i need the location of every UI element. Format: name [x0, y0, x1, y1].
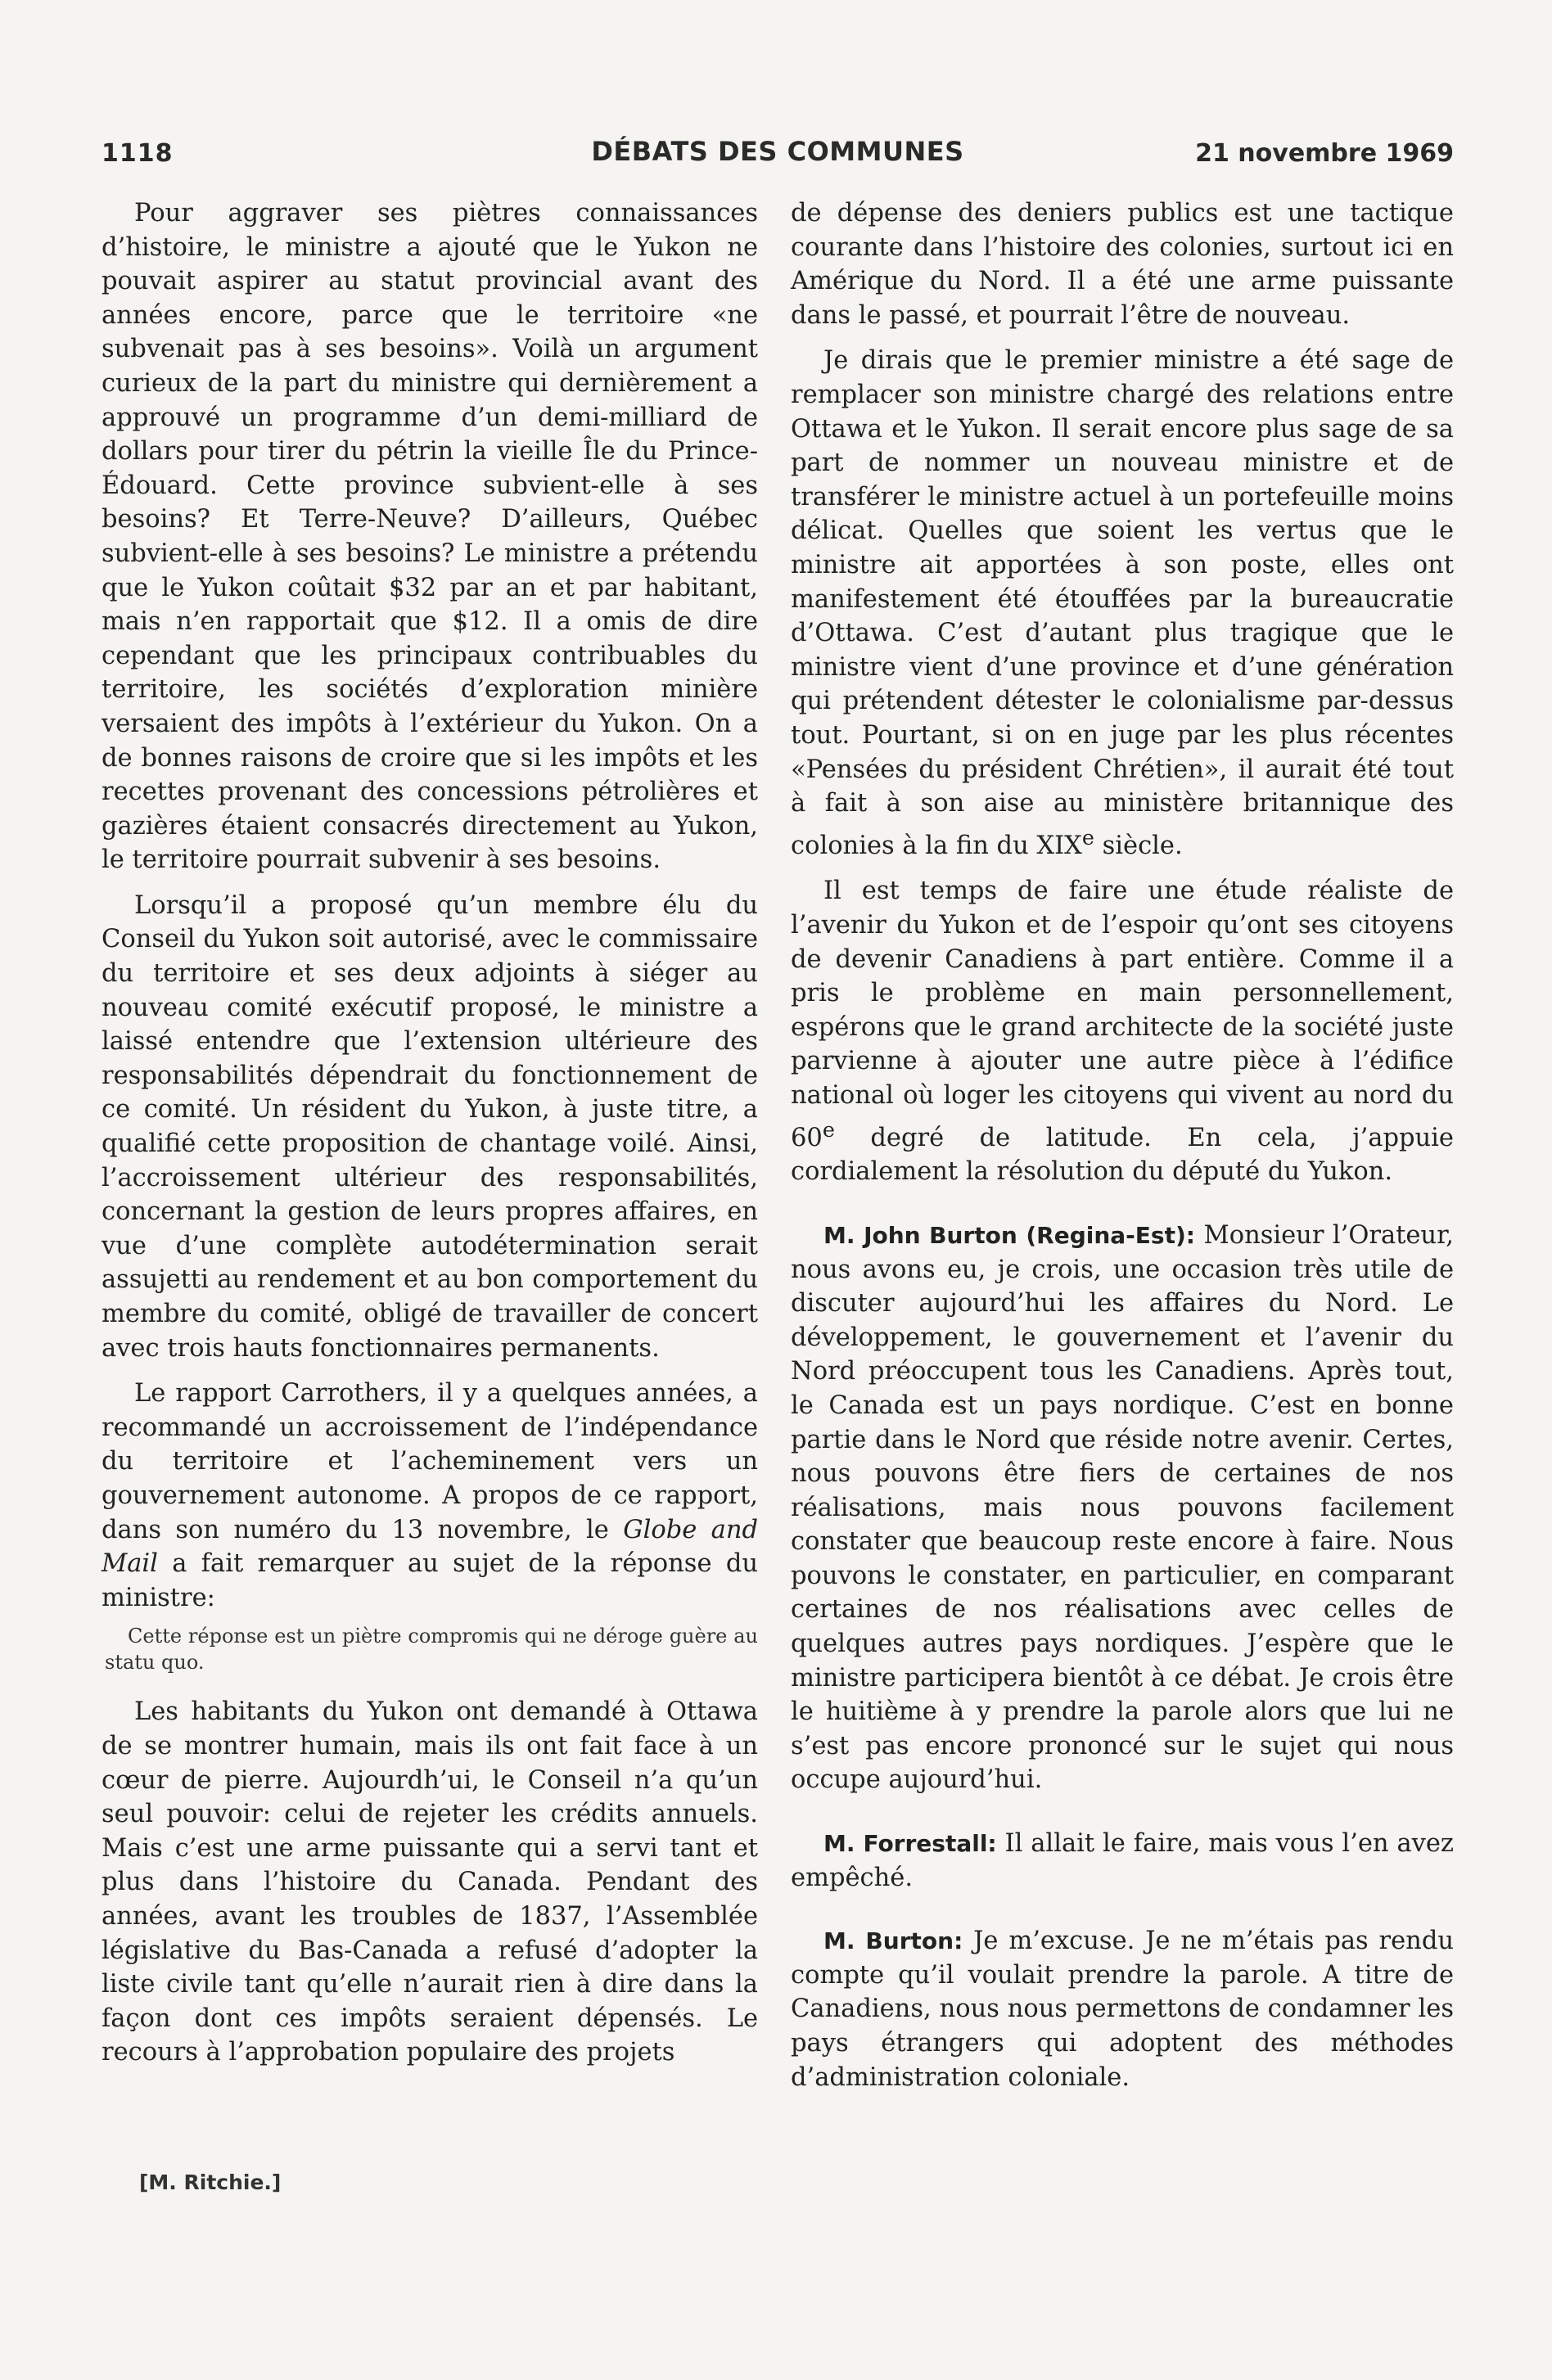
speech-paragraph	[791, 1219, 1454, 1797]
paragraph	[102, 1377, 758, 1615]
paragraph: de dépense des deniers publics est une tactique courante dans l’histoire des colonies, surtout ici en Amérique du Nord. Il a été une arme puissante dans le passé, et pourrait l’être de nouveau.	[791, 199, 1454, 330]
paragraph-text: a fait remarquer au sujet de la réponse du ministre:	[102, 1549, 758, 1612]
speech-text: Monsieur l’Orateur, nous avons eu, je crois, une occasion très utile de discuter aujourd’hui les affaires du Nord. Le développement, le gouvernement et l’avenir du Nord préoccupent tous les Canadiens. Après tout, le Canada est un pays nordique. C’est en bonne partie dans le Nord que réside notre avenir. Certes, nous pouvons être fiers de certaines de nos réalisations, mais nous pouvons facilement constater que beaucoup reste encore à faire. Nous pouvons le constater, en particulier, en comparant certaines de nos réalisations avec celles de quelques autres pays nordiques. J’espère que le ministre participera bientôt à ce débat. Je crois être le huitième à y prendre la parole alors que lui ne s’est pas encore prononcé sur le sujet qui nous occupe aujourd’hui.	[791, 1220, 1454, 1795]
paragraph	[791, 874, 1454, 1189]
speech-text: Il allait le faire, mais vous l’en avez empêché.	[791, 1829, 1455, 1892]
superscript: e	[822, 1116, 835, 1142]
speech-paragraph	[791, 1827, 1454, 1895]
block-quote: Cette réponse est un piètre compromis qui ne déroge guère au statu quo.	[105, 1625, 758, 1675]
speaker-name: M. John Burton (Regina-Est):	[823, 1221, 1195, 1249]
speech-paragraph	[791, 1924, 1454, 2094]
paragraph-text: siècle.	[1094, 831, 1183, 860]
paragraph-text: Il est temps de faire une étude réaliste de l’avenir du Yukon et de l’espoir qu’ont ses citoyens de devenir Canadiens à part entière. Comme il a pris le problème en main personnellement, espérons que le grand architecte de la société juste parvienne à ajouter une autre pièce à l’édifice national où loger les citoyens qui vivent au nord du 60	[791, 877, 1454, 1152]
speech-text: Je m’excuse. Je ne m’étais pas rendu compte qu’il voulait prendre la parole. A titre de Canadiens, nous nous permettons de condamner les pays étrangers qui adoptent des méthodes d’administration coloniale.	[791, 1927, 1454, 2092]
speaker-tag: [M. Ritchie.]	[139, 2170, 282, 2194]
page-number: 1118	[102, 139, 174, 168]
newspaper-title: Globe and Mail	[102, 1515, 758, 1579]
left-column	[102, 196, 758, 2070]
paragraph: Pour aggraver ses piètres connaissances d’histoire, le ministre a ajouté que le Yukon ne pouvait aspirer au statut provincial avant des années encore, parce que le territoire «ne subvenait pas à ses besoins». Voilà un argument curieux de la part du ministre qui dernièrement a approuvé un programme d’un demi-milliard de dollars pour tirer du pétrin la vieille Île du Prince-Édouard. Cette province subvient-elle à ses besoins? Et Terre-Neuve? D’ailleurs, Québec subvient-elle à ses besoins? Le ministre a prétendu que le Yukon coûtait $32 par an et par habitant, mais n’en rapportait que $12. Il a omis de dire cependant que les principaux contribuables du territoire, les sociétés d’exploration minière versaient des impôts à l’extérieur du Yukon. On a de bonnes raisons de croire que si les impôts et les recettes provenant des concessions pétrolières et gazières étaient consacrés directement au Yukon, le territoire pourrait subvenir à ses besoins.	[102, 199, 758, 875]
paragraph	[791, 344, 1454, 863]
superscript: e	[1081, 824, 1094, 850]
speaker-name: M. Burton:	[823, 1927, 963, 1955]
paragraph-text: Je dirais que le premier ministre a été sage de remplacer son ministre chargé des relations entre Ottawa et le Yukon. Il serait encore plus sage de sa part de nommer un nouveau ministre et de transférer le ministre actuel à un portefeuille moins délicat. Quelles que soient les vertus que le ministre ait apportées à son poste, elles ont manifestement été étouffées par la bureaucratie d’Ottawa. C’est d’autant plus tragique que le ministre vient d’une province et d’une génération qui prétendent détester le colonialisme par-dessus tout. Pourtant, si on en juge par les plus récentes «Pensées du président Chrétien», il aurait été tout à fait à son aise au ministère britannique des colonies à la fin du XIX	[791, 346, 1454, 860]
page-date: 21 novembre 1969	[1195, 139, 1454, 168]
paragraph: Les habitants du Yukon ont demandé à Ottawa de se montrer humain, mais ils ont fait face à un cœur de pierre. Aujourdh’ui, le Conseil n’a qu’un seul pouvoir: celui de rejeter les crédits annuels. Mais c’est une arme puissante qui a servi tant et plus dans l’histoire du Canada. Pendant des années, avant les troubles de 1837, l’Assemblée législative du Bas-Canada a refusé d’adopter la liste civile tant qu’elle n’aurait rien à dire dans la façon dont ces impôts seraient dépensés. Le recours à l’approbation populaire des projets	[102, 1697, 758, 2067]
paragraph-text: degré de latitude. En cela, j’appuie cordialement la résolution du député du Yukon.	[791, 1123, 1454, 1187]
paragraph-text: Le rapport Carrothers, il y a quelques années, a recommandé un accroissement de l’indépendance du territoire et l’acheminement vers un gouvernement autonome. A propos de ce rapport, dans son numéro du 13 novembre, le	[102, 1379, 758, 1544]
page-title: DÉBATS DES COMMUNES	[591, 136, 964, 167]
paragraph: Lorsqu’il a proposé qu’un membre élu du Conseil du Yukon soit autorisé, avec le commissaire du territoire et ses deux adjoints à siéger au nouveau comité exécutif proposé, le ministre a laissé entendre que l’extension ultérieure des responsabilités dépendrait du fonctionnement de ce comité. Un résident du Yukon, à juste titre, a qualifié cette proposition de chantage voilé. Ainsi, l’accroissement ultérieur des responsabilités, concernant la gestion de leurs propres affaires, en vue d’une complète autodétermination serait assujetti au rendement et au bon comportement du membre du comité, obligé de travailler de concert avec trois hauts fonctionnaires permanents.	[102, 890, 758, 1363]
right-column	[791, 196, 1454, 2094]
page-header	[102, 133, 1454, 174]
speaker-name: M. Forrestall:	[823, 1830, 997, 1858]
